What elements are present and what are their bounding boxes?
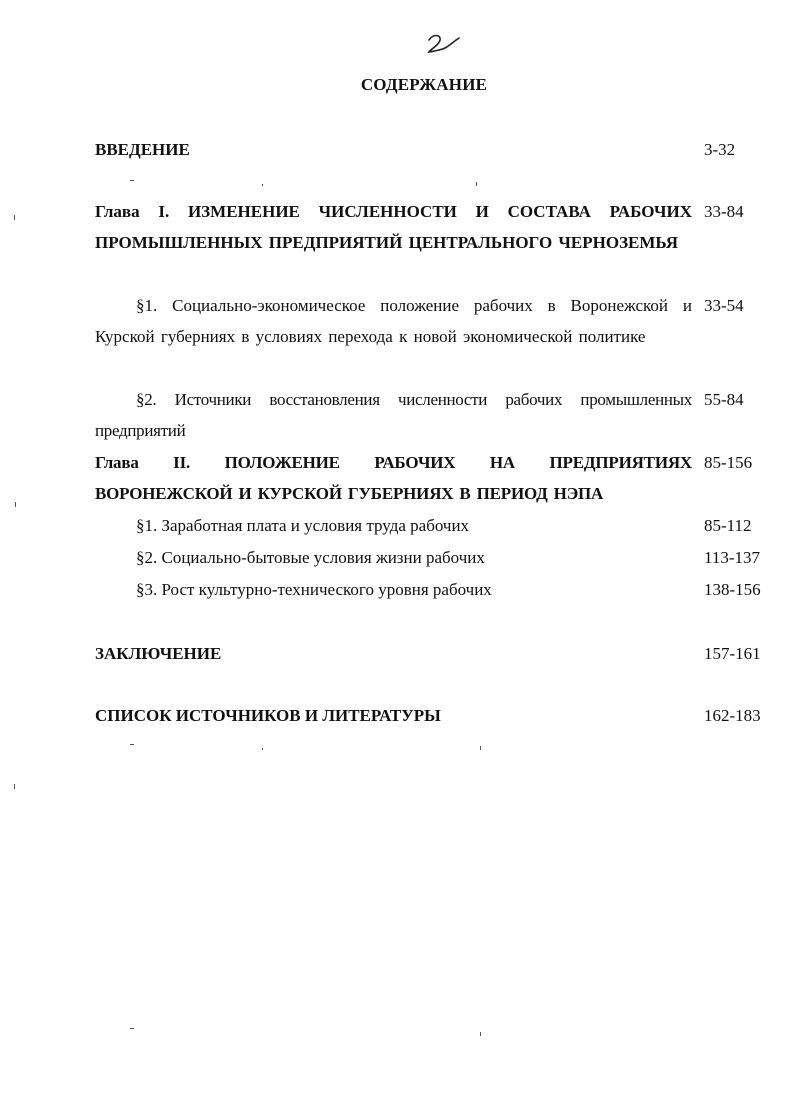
toc-entry-pages: 113-137 xyxy=(704,548,761,567)
toc-entry-chapter-2 xyxy=(95,447,769,509)
page-title: СОДЕРЖАНИЕ xyxy=(360,75,488,94)
toc-entry-title: §1. Заработная плата и условия труда рабочих xyxy=(136,516,470,535)
toc-entry-ch2-section-1 xyxy=(95,510,769,541)
scan-speck xyxy=(476,182,477,186)
toc-entry-title: ВВЕДЕНИЕ xyxy=(95,140,190,159)
toc-entry-title: Глава I. ИЗМЕНЕНИЕ ЧИСЛЕННОСТИ И СОСТАВА РАБОЧИХ ПРОМЫШЛЕННЫХ ПРЕДПРИЯТИЙ ЦЕНТРАЛЬНОГО ЧЕРНОЗЕМЬЯ xyxy=(95,202,692,252)
scan-speck xyxy=(262,748,263,750)
toc-entry-pages: 33-54 xyxy=(704,296,744,315)
toc-entry-title: ЗАКЛЮЧЕНИЕ xyxy=(95,644,222,663)
scan-speck xyxy=(480,1032,481,1036)
toc-entry-pages: 162-183 xyxy=(704,706,761,725)
toc-entry-pages: 138-156 xyxy=(704,580,761,599)
toc-entry-bibliography xyxy=(95,700,769,731)
scan-speck xyxy=(15,502,16,507)
toc-entry-title: СПИСОК ИСТОЧНИКОВ И ЛИТЕРАТУРЫ xyxy=(95,706,441,725)
toc-entry-title: §1. Социально-экономическое положение рабочих в Воронежской и Курской губерниях в условиях перехода к новой экономической политике xyxy=(95,296,692,346)
scan-speck xyxy=(130,180,134,181)
scan-speck xyxy=(14,784,15,789)
toc-entry-pages: 85-112 xyxy=(704,516,752,535)
toc-entry-title: §2. Социально-бытовые условия жизни рабочих xyxy=(136,548,485,567)
scan-speck xyxy=(130,744,134,745)
scan-speck xyxy=(130,1028,134,1029)
toc-entry-title: §2. Источники восстановления численности рабочих промышленных предприятий xyxy=(95,390,692,440)
toc-entry-pages: 157-161 xyxy=(704,644,761,663)
toc-entry-chapter-1 xyxy=(95,196,769,258)
toc-entry-title: Глава II. ПОЛОЖЕНИЕ РАБОЧИХ НА ПРЕДПРИЯТИЯХ ВОРОНЕЖСКОЙ И КУРСКОЙ ГУБЕРНИЯХ В ПЕРИОД НЭПА xyxy=(95,453,692,503)
scan-speck xyxy=(14,215,15,220)
scan-speck xyxy=(480,746,481,750)
toc-entry-ch2-section-3 xyxy=(95,574,769,605)
handwritten-page-number xyxy=(425,30,465,60)
toc-entry-pages: 85-156 xyxy=(704,453,753,472)
toc-entry-title: §3. Рост культурно-технического уровня рабочих xyxy=(136,580,492,599)
toc-entry-introduction xyxy=(95,134,769,165)
toc-entry-ch1-section-2 xyxy=(95,384,769,446)
toc-entry-pages: 55-84 xyxy=(704,390,744,409)
scan-speck xyxy=(262,184,263,186)
toc-entry-ch1-section-1 xyxy=(95,290,769,352)
toc-entry-ch2-section-2 xyxy=(95,542,769,573)
toc-entry-conclusion xyxy=(95,638,769,669)
toc-entry-pages: 33-84 xyxy=(704,202,744,221)
toc-entry-pages: 3-32 xyxy=(704,140,736,159)
